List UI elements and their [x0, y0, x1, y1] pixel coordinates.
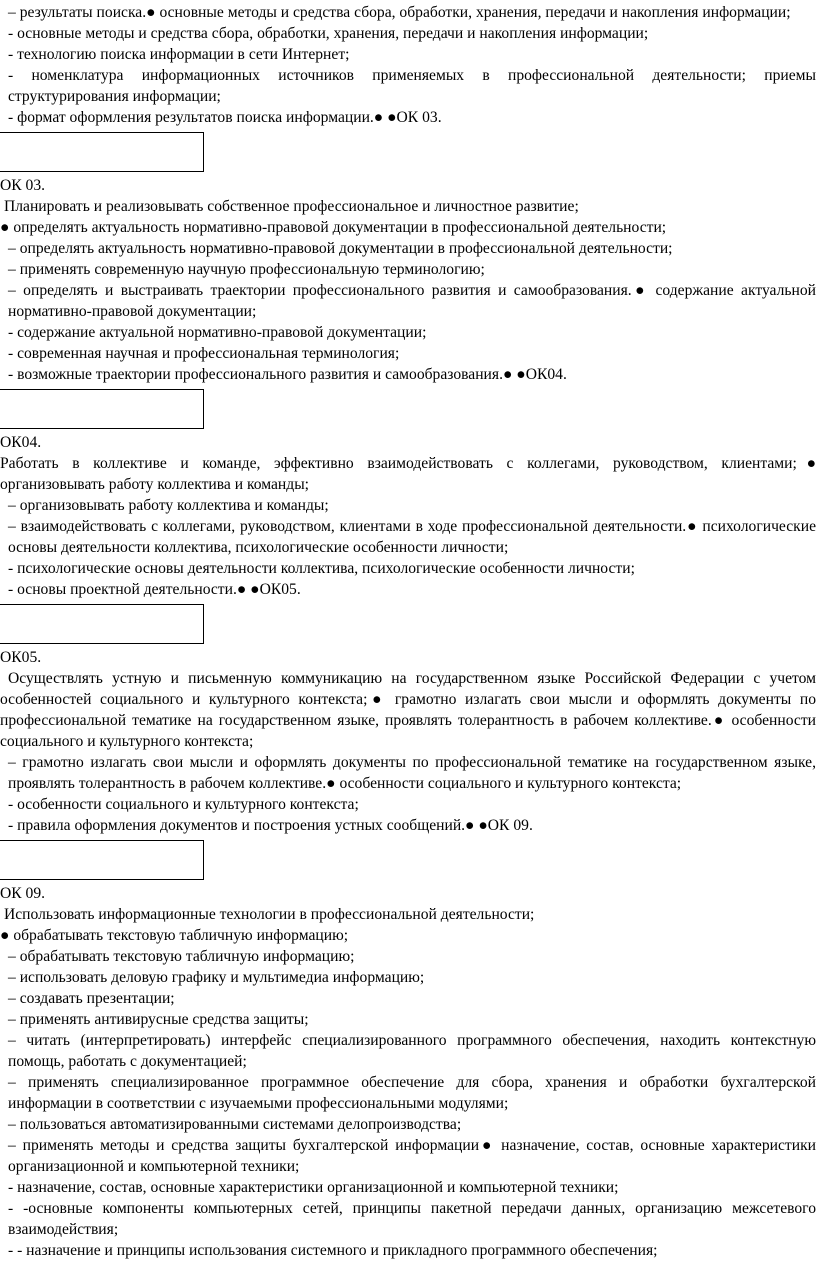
empty-table-cell: [0, 604, 204, 644]
section-description: Использовать информационные технологии в профессиональной деятельности;: [4, 906, 535, 923]
list-item: – обрабатывать текстовую табличную информацию;: [8, 948, 355, 965]
list-item: – применять современную научную профессиональную терминологию;: [8, 261, 485, 278]
section-ok09: [0, 883, 816, 1261]
section-description: Осуществлять устную и письменную коммуникацию на государственном языке Российской Федерации с учетом особенностей социального и культурного контекста;● грамотно излагать свои мысли и оформлять документы по профессиональной тематике на государственном языке, проявлять толерантность в рабочем коллективе.● особенности социального и культурного контекста;: [0, 670, 816, 750]
list-item: – применять специализированное программное обеспечение для сбора, хранения и обработки бухгалтерской информации в соответствии с изучаемыми профессиональными модулями;: [8, 1074, 816, 1112]
list-item: – применять антивирусные средства защиты;: [8, 1011, 309, 1028]
list-item: ● обрабатывать текстовую табличную информацию;: [0, 927, 349, 944]
empty-table-cell: [0, 840, 204, 880]
list-item: ● определять актуальность нормативно-правовой документации в профессиональной деятельности;: [0, 219, 667, 236]
list-item: - - назначение и принципы использования системного и прикладного программного обеспечения;: [8, 1242, 658, 1259]
section-heading: ОК05.: [0, 649, 42, 666]
list-item: - основные методы и средства сбора, обработки, хранения, передачи и накопления информации;: [8, 25, 649, 42]
section-heading: ОК 03.: [0, 177, 46, 194]
section-ok05: [0, 647, 816, 836]
list-item: – применять методы и средства защиты бухгалтерской информации● назначение, состав, основные характеристики организационной и компьютерной техники;: [8, 1137, 816, 1175]
list-item: – организовывать работу коллектива и команды;: [8, 497, 329, 514]
list-item: - возможные траектории профессионального развития и самообразования.● ●ОК04.: [8, 366, 567, 383]
list-item: – результаты поиска.● основные методы и средства сбора, обработки, хранения, передачи и накопления информации;: [8, 4, 791, 21]
list-item: – определять и выстраивать траектории профессионального развития и самообразования.● содержание актуальной нормативно-правовой документации;: [8, 282, 816, 320]
list-item: – грамотно излагать свои мысли и оформлять документы по профессиональной тематике на государственном языке, проявлять толерантность в рабочем коллективе.● особенности социального и культурного контекста;: [8, 754, 816, 792]
list-item: - номенклатура информационных источников применяемых в профессиональной деятельности; приемы структурирования информации;: [8, 67, 816, 105]
empty-table-cell: [0, 132, 204, 172]
section-description: Работать в коллективе и команде, эффективно взаимодействовать с коллегами, руководством, клиентами;● организовывать работу коллектива и команды;: [0, 455, 816, 493]
list-item: – определять актуальность нормативно-правовой документации в профессиональной деятельности;: [8, 240, 673, 257]
list-item: - -основные компоненты компьютерных сетей, принципы пакетной передачи данных, организацию межсетевого взаимодействия;: [8, 1200, 816, 1238]
list-item: – взаимодействовать с коллегами, руководством, клиентами в ходе профессиональной деятельности.● психологические основы деятельности коллектива, психологические особенности личности;: [8, 518, 816, 556]
section-ok03: [0, 175, 816, 385]
section-heading: ОК 09.: [0, 885, 46, 902]
section-description: Планировать и реализовывать собственное профессиональное и личностное развитие;: [4, 198, 579, 215]
list-item: - правила оформления документов и построения устных сообщений.● ●ОК 09.: [8, 817, 533, 834]
list-item: – создавать презентации;: [8, 990, 175, 1007]
list-item: - содержание актуальной нормативно-правовой документации;: [8, 324, 427, 341]
list-item: - технологию поиска информации в сети Интернет;: [8, 46, 350, 63]
list-item: - назначение, состав, основные характеристики организационной и компьютерной техники;: [8, 1179, 619, 1196]
list-item: - современная научная и профессиональная терминология;: [8, 345, 400, 362]
list-item: – использовать деловую графику и мультимедиа информацию;: [8, 969, 425, 986]
list-item: - основы проектной деятельности.● ●ОК05.: [8, 581, 301, 598]
empty-table-cell: [0, 389, 204, 429]
list-item: – читать (интерпретировать) интерфейс специализированного программного обеспечения, находить контекстную помощь, работать с документацией;: [8, 1032, 816, 1070]
list-item: - психологические основы деятельности коллектива, психологические особенности личности;: [8, 560, 635, 577]
section-ok02-tail: [0, 2, 816, 128]
list-item: - особенности социального и культурного контекста;: [8, 796, 359, 813]
list-item: – пользоваться автоматизированными системами делопроизводства;: [8, 1116, 462, 1133]
section-heading: ОК04.: [0, 434, 42, 451]
section-ok04: [0, 432, 816, 600]
list-item: - формат оформления результатов поиска информации.● ●ОК 03.: [8, 109, 442, 126]
